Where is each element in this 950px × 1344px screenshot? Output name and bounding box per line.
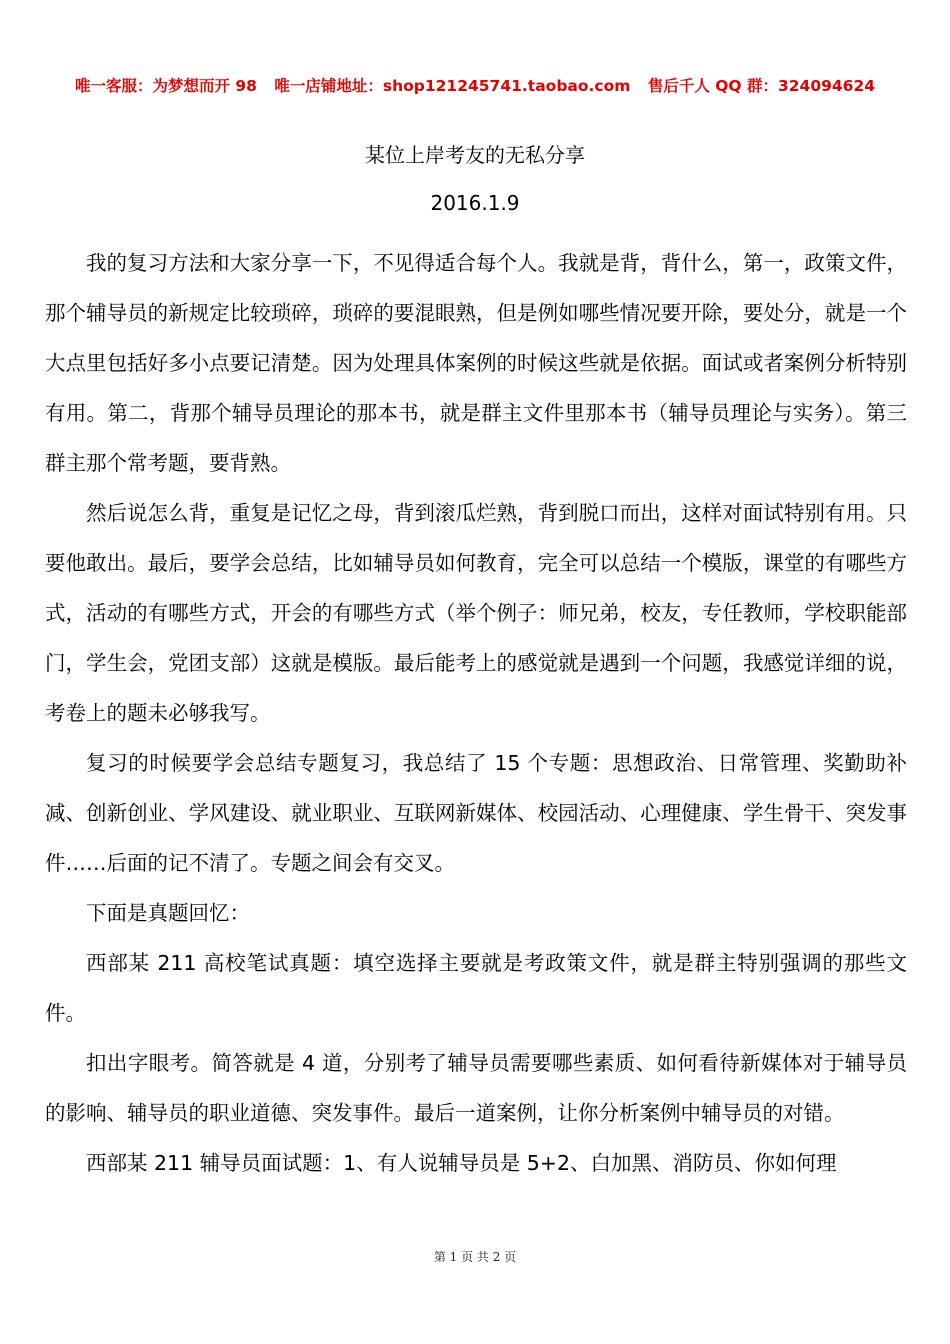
paragraph: 然后说怎么背，重复是记忆之母，背到滚瓜烂熟，背到脱口而出，这样对面试特别有用。只要他敢出。最后，要学会总结，比如辅导员如何教育，完全可以总结一个模版，课堂的有哪些方式，活动的有哪些方式，开会的有哪些方式（举个例子：师兄弟，校友，专任教师，学校职能部门，学生会，党团支部）这就是模版。最后能考上的感觉就是遇到一个问题，我感觉详细的说，考卷上的题未必够我写。 [45, 501, 907, 725]
paragraph: 西部某 211 辅导员面试题：1、有人说辅导员是 5+2、白加黑、消防员、你如何理 [86, 1151, 837, 1175]
paragraph: 西部某 211 高校笔试真题：填空选择主要就是考政策文件，就是群主特别强调的那些文件。 [45, 951, 907, 1025]
paragraph: 下面是真题回忆： [86, 901, 250, 925]
document-date: 2016.1.9 [430, 191, 520, 215]
customer-service-text: 唯一客服：为梦想而开 98 [74, 77, 257, 95]
document-title: 某位上岸考友的无私分享 [365, 143, 585, 167]
paragraph: 复习的时候要学会总结专题复习，我总结了 15 个专题：思想政治、日常管理、奖勤助补减、创新创业、学风建设、就业职业、互联网新媒体、校园活动、心理健康、学生骨干、突发事件……后面的记不清了。专题之间会有交叉。 [45, 751, 907, 875]
paragraph: 扣出字眼考。简答就是 4 道，分别考了辅导员需要哪些素质、如何看待新媒体对于辅导员的影响、辅导员的职业道德、突发事件。最后一道案例，让你分析案例中辅导员的对错。 [45, 1051, 907, 1125]
paragraph: 我的复习方法和大家分享一下，不见得适合每个人。我就是背，背什么，第一，政策文件，那个辅导员的新规定比较琐碎，琐碎的要混眼熟，但是例如哪些情况要开除，要处分，就是一个大点里包括好多小点要记清楚。因为处理具体案例的时候这些就是依据。面试或者案例分析特别有用。第二，背那个辅导员理论的那本书，就是群主文件里那本书（辅导员理论与实务）。第三群主那个常考题，要背熟。 [45, 251, 907, 475]
qq-group-text: 售后千人 QQ 群：324094624 [647, 77, 876, 95]
page-indicator: 第 1 页 共 2 页 [433, 1250, 517, 1264]
document-body [45, 238, 907, 1188]
header-banner [0, 74, 950, 96]
shop-address-text: 唯一店铺地址：shop121245741.taobao.com [274, 77, 631, 95]
